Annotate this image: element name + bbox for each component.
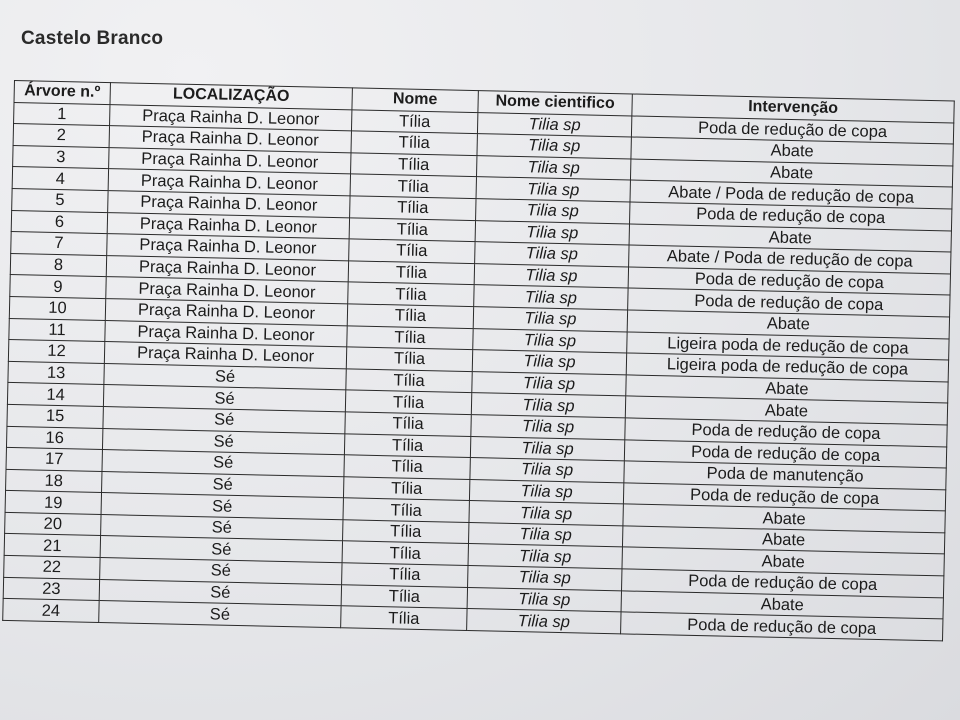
cell-name: Tília xyxy=(341,584,467,608)
cell-scientific-name: Tilia sp xyxy=(473,307,627,332)
cell-intervention: Poda de redução de copa xyxy=(628,267,950,296)
cell-intervention: Abate xyxy=(627,310,949,339)
cell-scientific-name: Tilia sp xyxy=(469,501,623,526)
cell-location: Praça Rainha D. Leonor xyxy=(109,147,351,174)
cell-scientific-name: Tilia sp xyxy=(468,522,622,547)
cell-intervention: Abate xyxy=(625,396,947,425)
cell-tree-number: 17 xyxy=(6,448,102,472)
cell-tree-number: 9 xyxy=(10,275,106,299)
cell-scientific-name: Tilia sp xyxy=(469,479,623,504)
cell-location: Sé xyxy=(99,601,341,628)
cell-name: Tília xyxy=(351,153,477,177)
cell-intervention: Poda de redução de copa xyxy=(622,569,944,598)
cell-intervention: Poda de manutenção xyxy=(624,461,946,490)
cell-location: Sé xyxy=(102,471,344,498)
cell-tree-number: 11 xyxy=(9,318,105,342)
cell-intervention: Poda de redução de copa xyxy=(625,418,947,447)
cell-name: Tília xyxy=(343,476,469,500)
cell-tree-number: 3 xyxy=(13,145,109,169)
cell-intervention: Poda de redução de copa xyxy=(624,439,946,468)
cell-location: Sé xyxy=(99,579,341,606)
cell-name: Tília xyxy=(343,498,469,522)
cell-intervention: Poda de redução de copa xyxy=(621,612,943,641)
cell-tree-number: 18 xyxy=(6,469,102,493)
cell-scientific-name: Tilia sp xyxy=(476,177,630,202)
cell-intervention: Ligeira poda de redução de copa xyxy=(626,353,948,382)
cell-location: Sé xyxy=(102,428,344,455)
cell-location: Praça Rainha D. Leonor xyxy=(110,104,352,131)
header-tree-number: Árvore n.º xyxy=(14,81,110,105)
cell-tree-number: 12 xyxy=(8,340,104,364)
cell-scientific-name: Tilia sp xyxy=(476,199,630,224)
cell-intervention: Poda de redução de copa xyxy=(628,288,950,317)
tree-table-wrapper xyxy=(2,80,954,641)
cell-name: Tília xyxy=(350,196,476,220)
cell-scientific-name: Tilia sp xyxy=(470,436,624,461)
cell-location: Sé xyxy=(100,558,342,585)
cell-name: Tília xyxy=(344,455,470,479)
cell-tree-number: 10 xyxy=(9,296,105,320)
cell-name: Tília xyxy=(349,239,475,263)
cell-tree-number: 21 xyxy=(4,534,100,558)
cell-scientific-name: Tilia sp xyxy=(477,134,631,159)
cell-location: Sé xyxy=(100,536,342,563)
cell-intervention: Poda de redução de copa xyxy=(623,483,945,512)
cell-intervention: Poda de redução de copa xyxy=(631,116,953,145)
cell-tree-number: 1 xyxy=(14,102,110,126)
tree-intervention-table xyxy=(2,80,955,641)
cell-location: Praça Rainha D. Leonor xyxy=(108,169,350,196)
cell-location: Sé xyxy=(101,514,343,541)
cell-name: Tília xyxy=(345,390,471,414)
cell-tree-number: 5 xyxy=(12,188,108,212)
cell-name: Tília xyxy=(347,304,473,328)
cell-name: Tília xyxy=(351,131,477,155)
cell-scientific-name: Tilia sp xyxy=(475,242,629,267)
cell-intervention: Abate xyxy=(623,504,945,533)
header-scientific-name: Nome cientifico xyxy=(478,91,632,116)
cell-intervention: Abate / Poda de redução de copa xyxy=(630,180,952,209)
cell-name: Tília xyxy=(341,606,467,630)
cell-scientific-name: Tilia sp xyxy=(468,544,622,569)
cell-location: Sé xyxy=(103,406,345,433)
cell-name: Tília xyxy=(344,433,470,457)
cell-name: Tília xyxy=(351,109,477,133)
cell-tree-number: 24 xyxy=(3,599,99,623)
cell-location: Praça Rainha D. Leonor xyxy=(104,342,346,369)
cell-intervention: Abate xyxy=(622,547,944,576)
cell-tree-number: 19 xyxy=(5,491,101,515)
cell-location: Sé xyxy=(101,493,343,520)
cell-scientific-name: Tilia sp xyxy=(471,393,625,418)
cell-name: Tília xyxy=(343,520,469,544)
cell-scientific-name: Tilia sp xyxy=(471,414,625,439)
cell-scientific-name: Tilia sp xyxy=(468,566,622,591)
cell-location: Praça Rainha D. Leonor xyxy=(105,320,347,347)
cell-intervention: Poda de redução de copa xyxy=(630,202,952,231)
cell-scientific-name: Tilia sp xyxy=(472,371,626,396)
cell-name: Tília xyxy=(345,412,471,436)
cell-scientific-name: Tilia sp xyxy=(477,112,631,137)
cell-name: Tília xyxy=(346,347,472,371)
cell-tree-number: 23 xyxy=(3,577,99,601)
cell-tree-number: 2 xyxy=(13,124,109,148)
cell-intervention: Ligeira poda de redução de copa xyxy=(627,331,949,360)
cell-name: Tília xyxy=(347,325,473,349)
cell-scientific-name: Tilia sp xyxy=(473,328,627,353)
cell-tree-number: 15 xyxy=(7,404,103,428)
header-location: LOCALIZAÇÃO xyxy=(110,83,352,110)
cell-name: Tília xyxy=(342,563,468,587)
cell-tree-number: 14 xyxy=(7,383,103,407)
cell-scientific-name: Tilia sp xyxy=(467,609,621,634)
header-intervention: Intervenção xyxy=(632,94,954,123)
cell-tree-number: 8 xyxy=(10,253,106,277)
cell-intervention: Abate xyxy=(630,159,952,188)
cell-location: Praça Rainha D. Leonor xyxy=(107,212,349,239)
cell-location: Praça Rainha D. Leonor xyxy=(105,298,347,325)
cell-scientific-name: Tilia sp xyxy=(467,587,621,612)
cell-name: Tília xyxy=(349,217,475,241)
cell-location: Praça Rainha D. Leonor xyxy=(106,255,348,282)
cell-location: Sé xyxy=(104,363,346,390)
cell-location: Sé xyxy=(103,385,345,412)
cell-name: Tília xyxy=(348,282,474,306)
cell-scientific-name: Tilia sp xyxy=(470,458,624,483)
table-body xyxy=(3,102,954,641)
cell-scientific-name: Tilia sp xyxy=(476,155,630,180)
cell-intervention: Abate xyxy=(621,591,943,620)
cell-intervention: Abate xyxy=(629,224,951,253)
cell-location: Praça Rainha D. Leonor xyxy=(106,277,348,304)
cell-scientific-name: Tilia sp xyxy=(474,285,628,310)
cell-scientific-name: Tilia sp xyxy=(475,220,629,245)
cell-tree-number: 6 xyxy=(11,210,107,234)
cell-tree-number: 13 xyxy=(8,361,104,385)
cell-location: Praça Rainha D. Leonor xyxy=(109,126,351,153)
cell-tree-number: 7 xyxy=(11,232,107,256)
cell-scientific-name: Tilia sp xyxy=(472,350,626,375)
cell-location: Praça Rainha D. Leonor xyxy=(107,234,349,261)
cell-tree-number: 22 xyxy=(4,555,100,579)
cell-intervention: Abate / Poda de redução de copa xyxy=(629,245,951,274)
cell-name: Tília xyxy=(346,369,472,393)
cell-tree-number: 20 xyxy=(5,512,101,536)
document-title: Castelo Branco xyxy=(21,28,164,49)
cell-location: Praça Rainha D. Leonor xyxy=(108,191,350,218)
header-name: Nome xyxy=(352,88,478,112)
cell-scientific-name: Tilia sp xyxy=(474,263,628,288)
cell-intervention: Abate xyxy=(622,526,944,555)
cell-name: Tília xyxy=(342,541,468,565)
cell-name: Tília xyxy=(350,174,476,198)
cell-intervention: Abate xyxy=(626,375,948,404)
cell-tree-number: 16 xyxy=(6,426,102,450)
cell-tree-number: 4 xyxy=(12,167,108,191)
cell-intervention: Abate xyxy=(631,137,953,166)
cell-location: Sé xyxy=(102,450,344,477)
cell-name: Tília xyxy=(348,261,474,285)
